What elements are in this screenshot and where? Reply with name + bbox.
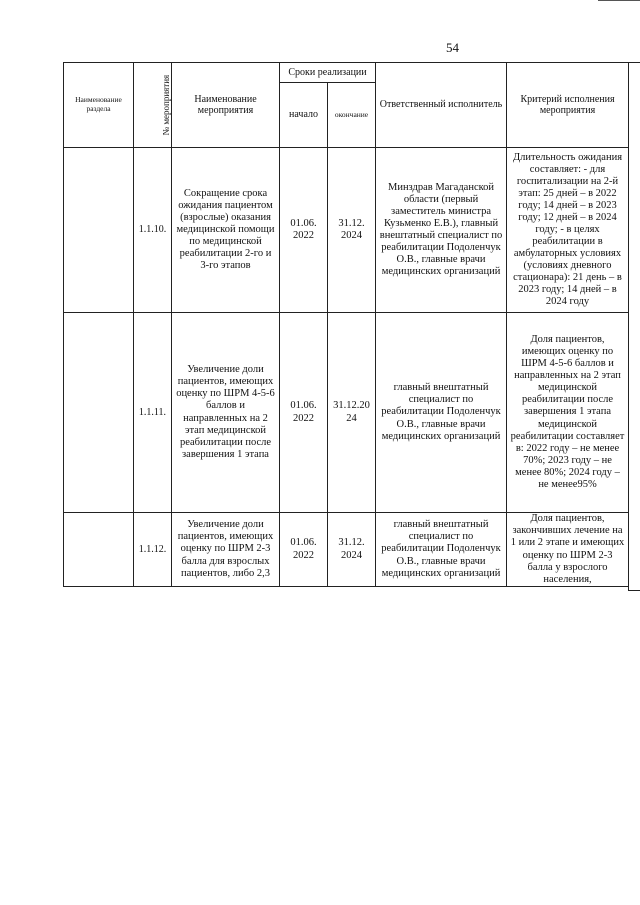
- table-row: [64, 313, 629, 513]
- cell-end-date: 31.12. 2024: [328, 148, 376, 313]
- scan-edge-line: [598, 0, 640, 1]
- header-start: начало: [280, 83, 328, 148]
- cell-responsible: главный внештатный специалист по реабилитации Подоленчук О.В., главные врачи медицинских организаций: [376, 513, 507, 587]
- header-responsible: Ответственный исполнитель: [376, 63, 507, 148]
- cell-activity-no: 1.1.11.: [134, 313, 172, 513]
- cell-activity-name: Увеличение доли пациентов, имеющих оценку по ШРМ 2-3 балла для взрослых пациентов, либо 2,3: [172, 513, 280, 587]
- cell-end-date: 31.12. 2024: [328, 513, 376, 587]
- cell-end-date: 31.12.20 24: [328, 313, 376, 513]
- activity-table: [63, 62, 629, 587]
- cell-start-date: 01.06. 2022: [280, 148, 328, 313]
- cell-section: [64, 313, 134, 513]
- cell-start-date: 01.06. 2022: [280, 513, 328, 587]
- cell-activity-no: 1.1.10.: [134, 148, 172, 313]
- header-end: окончание: [328, 83, 376, 148]
- cell-start-date: 01.06. 2022: [280, 313, 328, 513]
- cell-activity-no: 1.1.12.: [134, 513, 172, 587]
- cell-section: [64, 513, 134, 587]
- next-column-fragment: [628, 62, 640, 591]
- cell-criterion: Доля пациентов, имеющих оценку по ШРМ 4-5-6 баллов и направленных на 2 этап медицинской реабилитации после завершения 1 этапа медицинской реабилитации составляет в: 2022 году – не менее 70%; 2023 году – не менее 80%; 2024 году – не менее95%: [507, 313, 629, 513]
- header-activity-no: № мероприятия: [134, 63, 172, 148]
- header-activity-name: Наименование мероприятия: [172, 63, 280, 148]
- cell-activity-name: Увеличение доли пациентов, имеющих оценку по ШРМ 4-5-6 баллов и направленных на 2 этап медицинской реабилитации после завершения 1 этапа: [172, 313, 280, 513]
- table-row: [64, 513, 629, 587]
- cell-criterion: Длительность ожидания составляет: - для госпитализации на 2-й этап: 25 дней – в 2022 году; 14 дней – в 2023 году; 12 дней – в 2024 году; - в целях реабилитации в амбулаторных условиях (условиях дневного стационара): 21 день – в 2023 году; 14 дней – в 2024 году: [507, 148, 629, 313]
- cell-responsible: Минздрав Магаданской области (первый заместитель министра Кузьменко Е.В.), главный внештатный специалист по реабилитации Подоленчук О.В., главные врачи медицинских организаций: [376, 148, 507, 313]
- cell-activity-name: Сокращение срока ожидания пациентом (взрослые) оказания медицинской помощи по медицинской реабилитации 2-го и 3-го этапов: [172, 148, 280, 313]
- header-deadlines: Сроки реализации: [280, 63, 376, 83]
- cell-responsible: главный внештатный специалист по реабилитации Подоленчук О.В., главные врачи медицинских организаций: [376, 313, 507, 513]
- table-row: [64, 148, 629, 313]
- cell-section: [64, 148, 134, 313]
- page-number: 54: [446, 40, 459, 55]
- cell-criterion: Доля пациентов, закончивших лечение на 1 или 2 этапе и имеющих оценку по ШРМ 2-3 балла у взрослого населения,: [507, 513, 629, 587]
- header-section-name: Наименование раздела: [64, 63, 134, 148]
- header-criterion: Критерий исполнения мероприятия: [507, 63, 629, 148]
